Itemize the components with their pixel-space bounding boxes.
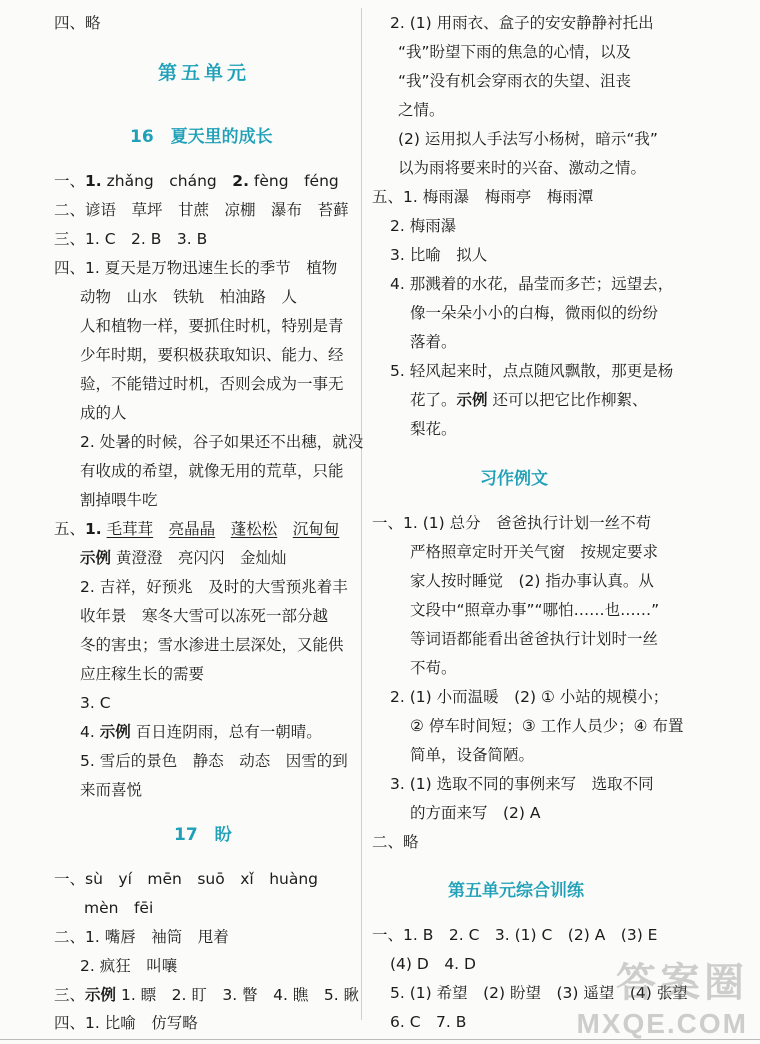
- answer-line: ② 停车时间短；③ 工作人员少；④ 布置: [410, 717, 684, 735]
- answer-line: 以为雨将要来时的兴奋、激动之情。: [398, 159, 647, 177]
- answer-line: “我”盼望下雨的焦急的心情，以及: [398, 43, 632, 61]
- section-title: 第五单元综合训练: [448, 881, 584, 901]
- watermark-url: MXQE.COM: [576, 1008, 748, 1039]
- answer-line: 2. (1) 用雨衣、盒子的安安静静衬托出: [390, 14, 654, 32]
- column-divider: [361, 8, 362, 1020]
- answer-line: 落着。: [410, 333, 457, 351]
- answer-line: 4. 示例 百日连阴雨，总有一朝晴。: [80, 723, 322, 741]
- answer-line: 五、1. 毛茸茸 亮晶晶 蓬松松 沉甸甸: [54, 520, 340, 538]
- answer-line: 5. (1) 希望 (2) 盼望 (3) 遥望 (4) 张望: [390, 984, 688, 1002]
- answer-line: 5. 轻风起来时，点点随风飘散，那更是杨: [390, 362, 674, 380]
- page-bottom-border: [0, 1039, 760, 1040]
- answer-line: 应庄稼生长的需要: [80, 665, 205, 683]
- answer-line: 花了。示例 还可以把它比作柳絮、: [410, 391, 648, 409]
- answer-line: 3. 比喻 拟人: [390, 246, 488, 264]
- lesson-title: 16 夏天里的成长: [130, 127, 273, 147]
- answer-line: 2. 吉祥，好预兆 及时的大雪预兆着丰: [80, 578, 348, 596]
- answer-line: 人和植物一样，要抓住时机，特别是青: [80, 317, 344, 335]
- answer-line: 一、1. (1) 总分 爸爸执行计划一丝不苟: [372, 514, 652, 532]
- answer-line: (4) D 4. D: [390, 955, 476, 973]
- answer-line: 割掉喂牛吃: [80, 491, 158, 509]
- answer-line: 梨花。: [410, 420, 457, 438]
- answer-line: 2. (1) 小而温暖 (2) ① 小站的规模小；: [390, 688, 669, 706]
- answer-line: (2) 运用拟人手法写小杨树，暗示“我”: [398, 130, 658, 148]
- answer-line: 收年景 寒冬大雪可以冻死一部分越: [80, 607, 329, 625]
- answer-line: 四、1. 比喻 仿写略: [54, 1014, 198, 1032]
- answer-line: 2. 疯狂 叫嚷: [80, 957, 178, 975]
- answer-line: 3. C: [80, 694, 111, 712]
- watermark-logo: [576, 951, 748, 1040]
- answer-line: 来而喜悦: [80, 781, 143, 799]
- answer-line: “我”没有机会穿雨衣的失望、沮丧: [398, 72, 632, 90]
- answer-line: 严格照章定时开关气窗 按规定要求: [410, 543, 659, 561]
- answer-line: 5. 雪后的景色 静态 动态 因雪的到: [80, 752, 348, 770]
- answer-line: 文段中“照章办事”“哪怕……也……”: [410, 601, 660, 619]
- answer-line: mèn fēi: [84, 899, 154, 917]
- answer-line: 像一朵朵小小的白梅，微雨似的纷纷: [410, 304, 659, 322]
- answer-line: 等词语都能看出爸爸执行计划时一丝: [410, 630, 659, 648]
- answer-line: 2. 处暑的时候，谷子如果还不出穗，就没: [80, 433, 364, 451]
- answer-line: 验，不能错过时机，否则会成为一事无: [80, 375, 344, 393]
- answer-line: 二、略: [372, 833, 419, 851]
- answer-line: 3. (1) 选取不同的事例来写 选取不同: [390, 775, 654, 793]
- answer-line: 动物 山水 铁轨 柏油路 人: [80, 288, 298, 306]
- answer-line: 一、sù yí mēn suō xǐ huàng: [54, 870, 319, 888]
- left-column: [54, 0, 364, 1044]
- answer-line: 家人按时睡觉 (2) 指办事认真。从: [410, 572, 654, 590]
- answer-line: 冬的害虫；雪水渗进土层深处，又能供: [80, 636, 344, 654]
- unit-title: 第五单元: [158, 62, 251, 84]
- answer-line: 6. C 7. B: [390, 1013, 467, 1031]
- answer-line: 二、1. 嘴唇 袖筒 甩着: [54, 928, 229, 946]
- answer-line: 一、1. zhǎng cháng 2. fèng féng: [54, 172, 339, 190]
- answer-line: 二、谚语 草坪 甘蔗 凉棚 瀑布 苔藓: [54, 201, 349, 219]
- answer-line: 的方面来写 (2) A: [410, 804, 541, 822]
- answer-line: 示例 黄澄澄 亮闪闪 金灿灿: [80, 549, 287, 567]
- answer-line: 之情。: [398, 101, 445, 119]
- answer-line: 五、1. 梅雨瀑 梅雨亭 梅雨潭: [372, 188, 594, 206]
- answer-line: 三、1. C 2. B 3. B: [54, 230, 208, 248]
- answer-line: 少年时期，要积极获取知识、能力、经: [80, 346, 344, 364]
- watermark-text: 答案圈: [616, 961, 748, 1005]
- answer-line: 三、示例 1. 瞟 2. 盯 3. 瞥 4. 瞧 5. 瞅: [54, 986, 360, 1004]
- answer-line: 四、略: [54, 14, 101, 32]
- answer-line: 成的人: [80, 404, 127, 422]
- answer-line: 不苟。: [410, 659, 457, 677]
- answer-line: 2. 梅雨瀑: [390, 217, 457, 235]
- section-title: 习作例文: [480, 469, 548, 489]
- right-column: [372, 0, 732, 1044]
- answer-line: 有收成的希望，就像无用的荒草，只能: [80, 462, 344, 480]
- answer-line: 4. 那溅着的水花，晶莹而多芒；远望去，: [390, 275, 674, 293]
- answer-line: 一、1. B 2. C 3. (1) C (2) A (3) E: [372, 926, 658, 944]
- answer-line: 四、1. 夏天是万物迅速生长的季节 植物: [54, 259, 338, 277]
- lesson-title: 17 盼: [174, 825, 232, 845]
- answer-line: 简单，设备简陋。: [410, 746, 535, 764]
